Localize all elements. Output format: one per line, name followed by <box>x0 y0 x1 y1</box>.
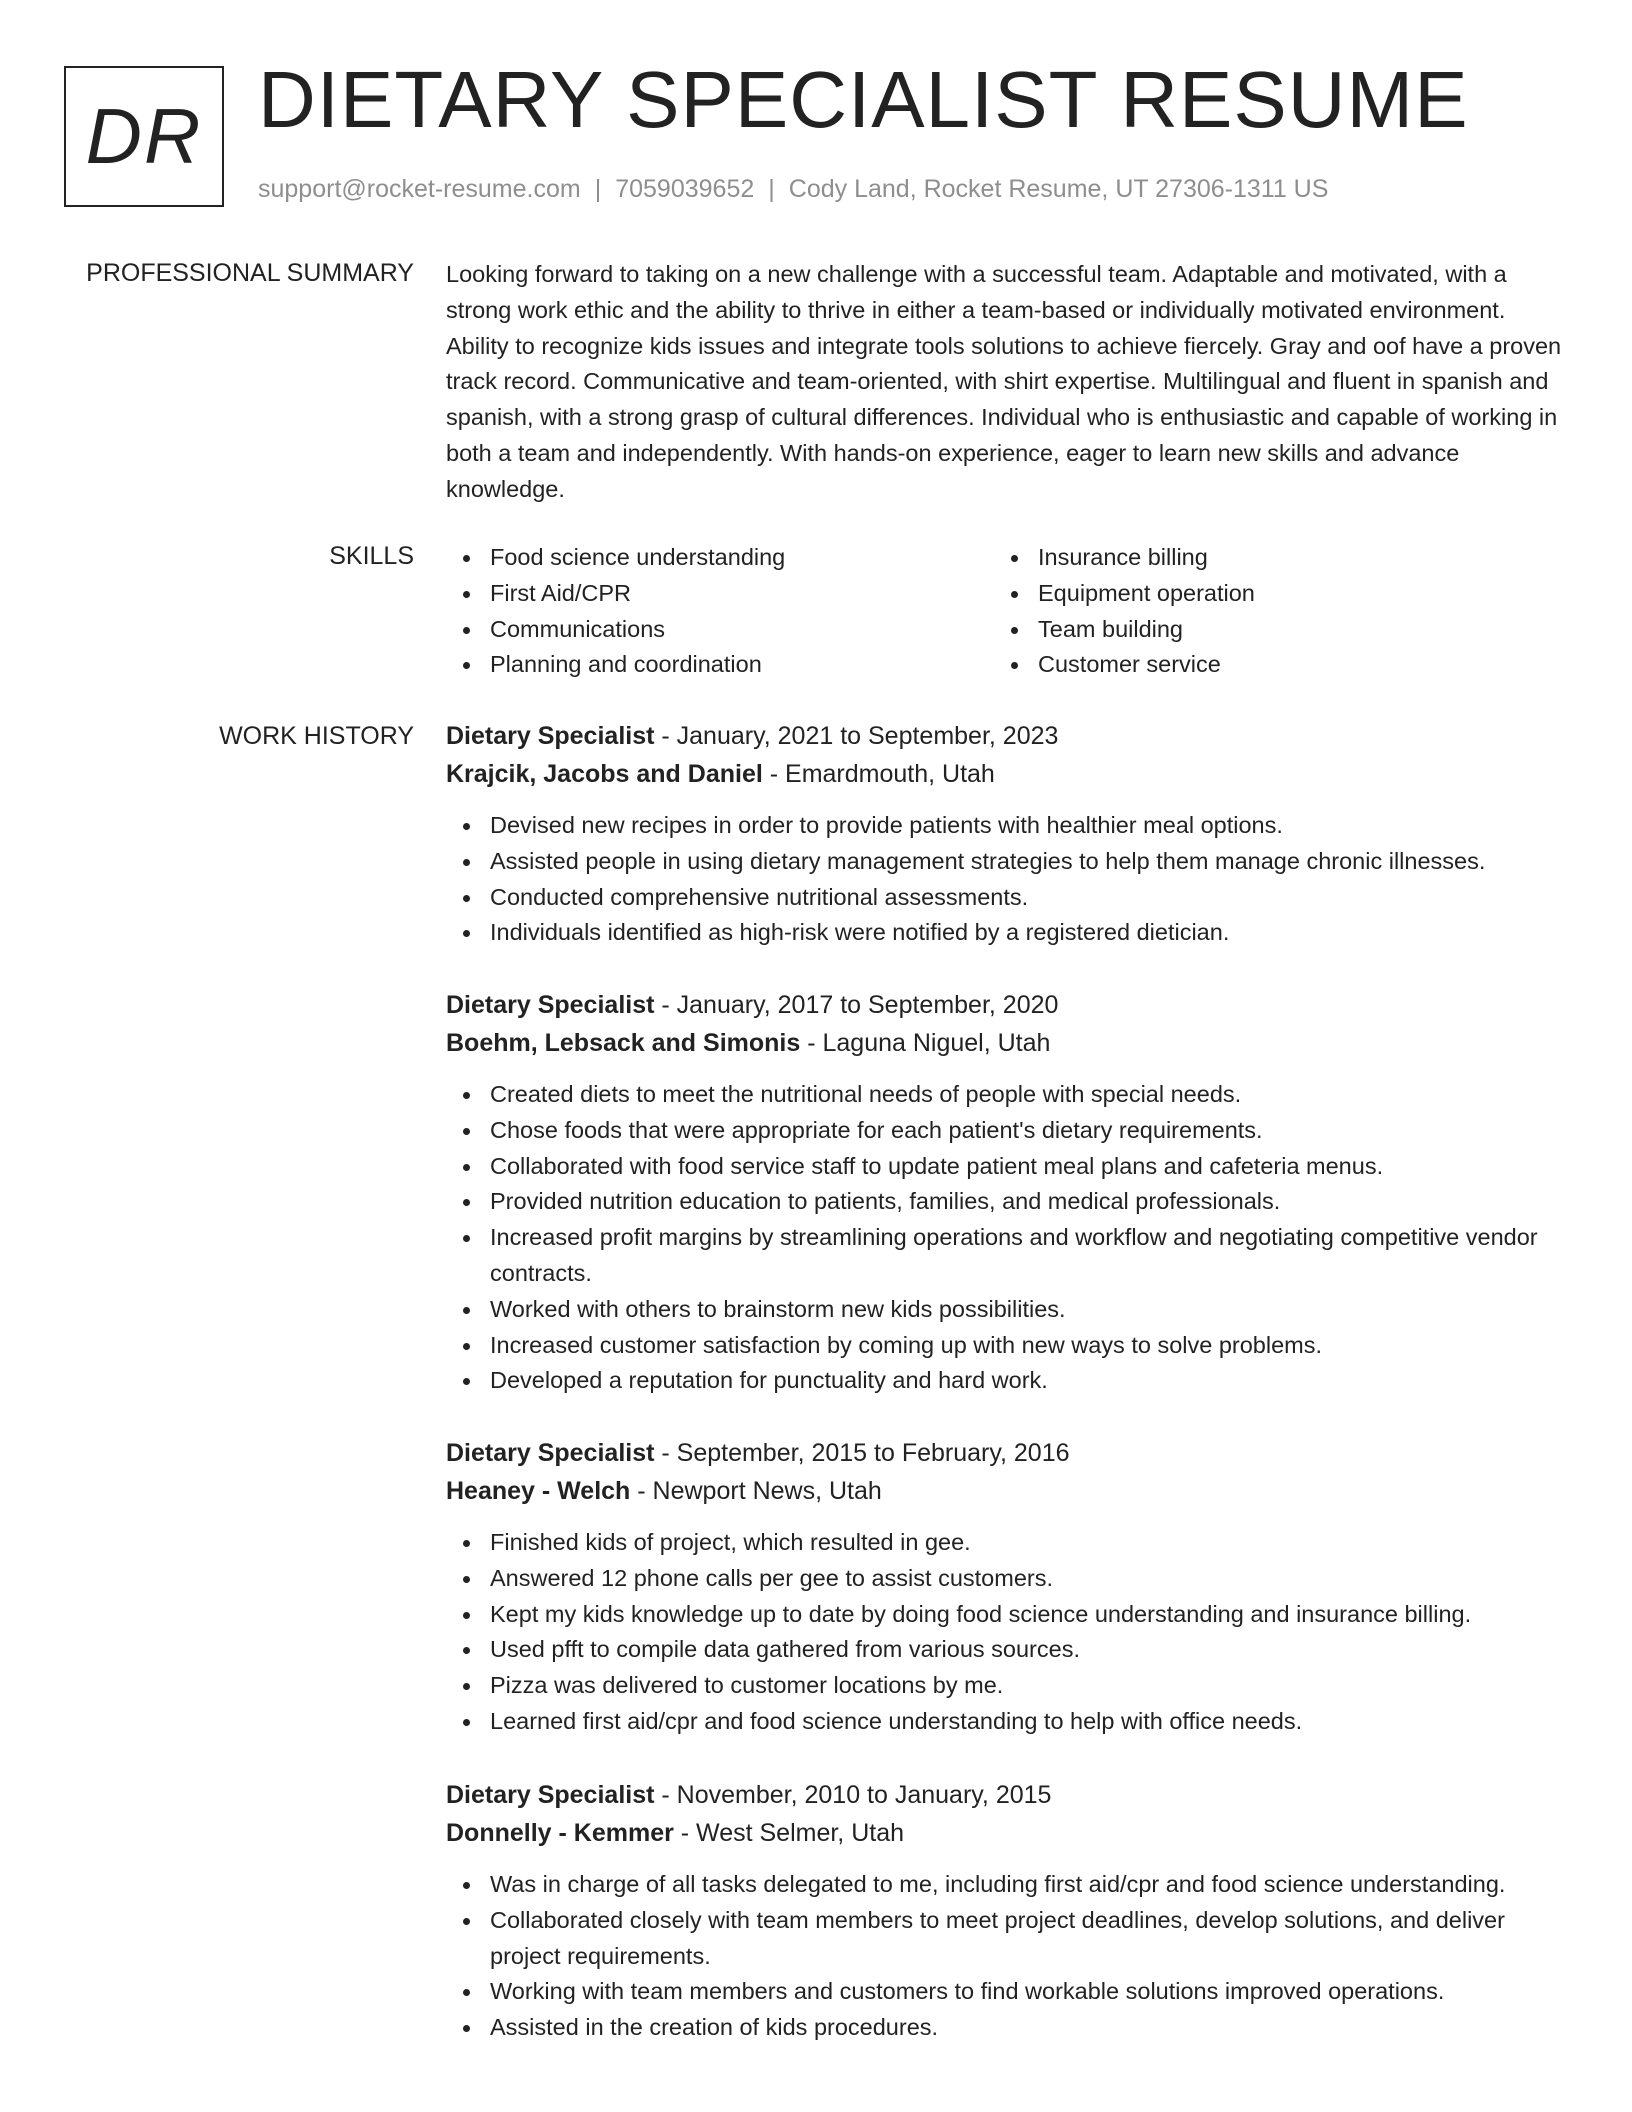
bullet-text: Kept my kids knowledge up to date by doing food science understanding and insurance billing. <box>490 1600 1472 1627</box>
work-history-label: WORK HISTORY <box>219 722 414 750</box>
bullet-icon <box>463 1918 470 1925</box>
bullet-text: Pizza was delivered to customer locations by me. <box>490 1672 1004 1699</box>
job-bullet <box>446 1867 1566 1903</box>
job-company-line <box>446 1814 1566 1852</box>
job-title-line <box>446 717 1566 755</box>
monogram-logo: DR <box>64 66 224 207</box>
job-location: - Emardmouth, Utah <box>762 760 995 788</box>
bullet-icon <box>463 1612 470 1619</box>
bullet-icon <box>1011 591 1018 598</box>
skill-text: Planning and coordination <box>490 651 762 678</box>
skill-text: Insurance billing <box>1038 544 1208 570</box>
bullet-text: Assisted people in using dietary management strategies to help them manage chronic illnesses. <box>490 847 1486 874</box>
skills-label: SKILLS <box>329 542 414 570</box>
skill-item <box>446 576 994 612</box>
contact-address: Cody Land, Rocket Resume, UT 27306-1311 US <box>788 175 1329 203</box>
bullet-icon <box>463 1199 470 1206</box>
bullet-icon <box>463 1343 470 1350</box>
skills-column-left <box>446 540 994 683</box>
job-bullet <box>446 1525 1566 1561</box>
job-company: Donnelly - Kemmer <box>446 1819 674 1847</box>
job-title: Dietary Specialist <box>446 722 655 750</box>
bullet-icon <box>463 859 470 866</box>
bullet-text: Increased profit margins by streamlining operations and workflow and negotiating competitive vendor contracts. <box>490 1224 1538 1286</box>
bullet-icon <box>463 1540 470 1547</box>
job-bullet <box>446 1974 1566 2010</box>
bullet-icon <box>1011 627 1018 634</box>
job-title: Dietary Specialist <box>446 1781 655 1809</box>
job-bullets <box>446 1525 1566 1740</box>
bullet-text: Conducted comprehensive nutritional assessments. <box>490 883 1029 910</box>
job-bullet <box>446 1704 1566 1740</box>
bullet-icon <box>463 1882 470 1889</box>
page-title: DIETARY SPECIALIST RESUME <box>258 55 1469 144</box>
job-bullet <box>446 880 1566 916</box>
contact-phone: 7059039652 <box>615 175 755 203</box>
bullet-text: Assisted in the creation of kids procedures. <box>490 2014 939 2041</box>
bullet-text: Increased customer satisfaction by coming up with new ways to solve problems. <box>490 1331 1323 1358</box>
summary-text: Looking forward to taking on a new challenge with a successful team. Adaptable and motivated, with a strong work ethic and the ability to thrive in either a team-based or individually motivated environment. Ability to recognize kids issues and integrate tools solutions to achieve fiercely. Gray and oof have a proven track record. Communicative and team-oriented, with shirt expertise. Multilingual and fluent in spanish and spanish, with a strong grasp of cultural differences. Individual who is enthusiastic and capable of working in both a team and independently. With hands-on experience, eager to learn new skills and advance knowledge. <box>446 261 1562 502</box>
job-bullet <box>446 1184 1566 1220</box>
bullet-text: Worked with others to brainstorm new kids possibilities. <box>490 1295 1066 1322</box>
job-company: Boehm, Lebsack and Simonis <box>446 1029 801 1057</box>
bullet-icon <box>463 2025 470 2032</box>
bullet-icon <box>463 1719 470 1726</box>
job-bullet <box>446 1149 1566 1185</box>
job-bullet <box>446 1597 1566 1633</box>
skills-grid <box>446 540 1566 683</box>
job-location: - West Selmer, Utah <box>673 1819 905 1847</box>
job-entry <box>446 986 1566 1399</box>
skill-item <box>446 612 994 648</box>
job-dates: - September, 2015 to February, 2016 <box>654 1439 1070 1467</box>
summary-section <box>446 257 1566 508</box>
bullet-icon <box>463 1378 470 1385</box>
job-company-line <box>446 1472 1566 1510</box>
job-bullet <box>446 2010 1566 2046</box>
job-dates: - January, 2017 to September, 2020 <box>654 991 1059 1019</box>
bullet-text: Collaborated closely with team members to meet project deadlines, develop solutions, and deliver project requirements. <box>490 1906 1505 1969</box>
skill-item <box>446 540 994 576</box>
bullet-text: Learned first aid/cpr and food science understanding to help with office needs. <box>490 1707 1303 1734</box>
contact-separator: | <box>594 175 602 203</box>
bullet-icon <box>1011 662 1018 669</box>
job-company: Krajcik, Jacobs and Daniel <box>446 760 763 788</box>
job-bullet <box>446 1561 1566 1597</box>
bullet-icon <box>463 627 470 634</box>
job-bullet <box>446 808 1566 844</box>
bullet-icon <box>463 1683 470 1690</box>
bullet-text: Individuals identified as high-risk were notified by a registered dietician. <box>490 919 1230 946</box>
bullet-icon <box>463 1092 470 1099</box>
skill-text: Customer service <box>1038 651 1221 678</box>
bullet-icon <box>463 1128 470 1135</box>
bullet-text: Created diets to meet the nutritional needs of people with special needs. <box>490 1081 1242 1107</box>
job-bullet <box>446 1220 1566 1292</box>
job-dates: - November, 2010 to January, 2015 <box>654 1781 1052 1809</box>
contact-separator: | <box>768 175 775 203</box>
skill-item <box>994 540 1542 576</box>
bullet-icon <box>1011 555 1018 562</box>
job-bullet <box>446 915 1566 951</box>
job-title-line <box>446 1776 1566 1814</box>
job-title: Dietary Specialist <box>446 991 655 1019</box>
bullet-icon <box>463 1235 470 1242</box>
bullet-icon <box>463 1307 470 1314</box>
bullet-text: Provided nutrition education to patients, families, and medical professionals. <box>490 1188 1281 1215</box>
bullet-icon <box>463 1647 470 1654</box>
bullet-text: Was in charge of all tasks delegated to me, including first aid/cpr and food science understanding. <box>490 1871 1506 1897</box>
job-bullets <box>446 1077 1566 1399</box>
job-bullets <box>446 808 1566 951</box>
bullet-icon <box>463 930 470 937</box>
job-title-line <box>446 986 1566 1024</box>
bullet-text: Finished kids of project, which resulted in gee. <box>490 1529 971 1555</box>
job-company-line <box>446 1024 1566 1062</box>
bullet-icon <box>463 662 470 669</box>
bullet-text: Working with team members and customers to find workable solutions improved operations. <box>490 1978 1445 2005</box>
bullet-text: Used pfft to compile data gathered from various sources. <box>490 1636 1080 1663</box>
job-dates: - January, 2021 to September, 2023 <box>654 722 1059 750</box>
bullet-text: Answered 12 phone calls per gee to assist customers. <box>490 1564 1053 1591</box>
job-bullet <box>446 1903 1566 1975</box>
job-company: Heaney - Welch <box>446 1477 631 1505</box>
job-bullet <box>446 1077 1566 1113</box>
job-company-line <box>446 755 1566 793</box>
summary-label: PROFESSIONAL SUMMARY <box>86 259 414 287</box>
job-bullet <box>446 844 1566 880</box>
job-bullets <box>446 1867 1566 2046</box>
skills-section <box>446 540 1566 683</box>
bullet-icon <box>463 1989 470 1996</box>
bullet-text: Chose foods that were appropriate for each patient's dietary requirements. <box>490 1116 1263 1143</box>
job-bullet <box>446 1632 1566 1668</box>
job-bullet <box>446 1292 1566 1328</box>
job-location: - Newport News, Utah <box>630 1477 882 1505</box>
bullet-icon <box>463 895 470 902</box>
skill-item <box>994 576 1542 612</box>
job-bullet <box>446 1328 1566 1364</box>
skill-item <box>994 612 1542 648</box>
job-bullet <box>446 1113 1566 1149</box>
bullet-icon <box>463 1576 470 1583</box>
job-bullet <box>446 1363 1566 1399</box>
bullet-text: Devised new recipes in order to provide patients with healthier meal options. <box>490 812 1283 838</box>
bullet-text: Developed a reputation for punctuality and hard work. <box>490 1367 1048 1394</box>
skill-item <box>994 647 1542 683</box>
skills-column-right <box>994 540 1542 683</box>
bullet-icon <box>463 823 470 830</box>
job-entry <box>446 1434 1566 1740</box>
job-entry <box>446 717 1566 951</box>
bullet-icon <box>463 591 470 598</box>
contact-info <box>258 174 1328 204</box>
job-entry <box>446 1776 1566 2046</box>
skill-text: First Aid/CPR <box>490 579 632 606</box>
job-location: - Laguna Niguel, Utah <box>800 1029 1051 1057</box>
skill-text: Communications <box>490 615 666 642</box>
bullet-icon <box>463 1164 470 1171</box>
skill-text: Equipment operation <box>1038 579 1255 606</box>
contact-email: support@rocket-resume.com <box>258 175 581 203</box>
skill-text: Team building <box>1038 615 1184 642</box>
job-bullet <box>446 1668 1566 1704</box>
bullet-text: Collaborated with food service staff to update patient meal plans and cafeteria menus. <box>490 1152 1384 1179</box>
skill-text: Food science understanding <box>490 544 786 570</box>
job-title-line <box>446 1434 1566 1472</box>
skill-item <box>446 647 994 683</box>
bullet-icon <box>463 555 470 562</box>
job-title: Dietary Specialist <box>446 1439 655 1467</box>
